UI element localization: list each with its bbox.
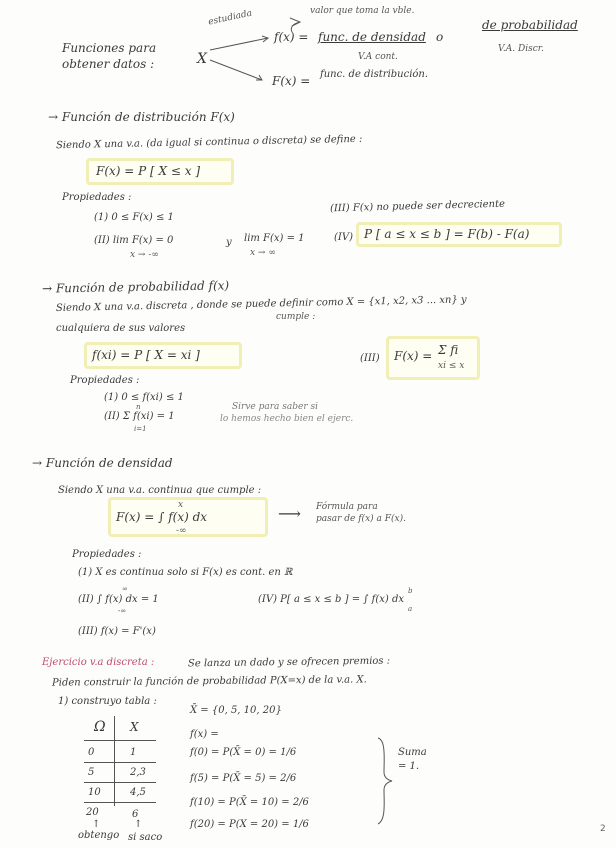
caption-obtengo: obtengo [78,830,120,841]
sec2-p3a: F(x) = [394,349,433,363]
sec3-formula-note2: pasar de f(x) a F(x). [316,514,406,524]
sec3-formula: F(x) = ∫ f(x) dx [116,510,208,524]
sec2-p2-note2: lo hemos hecho bien el ejerc. [220,414,354,424]
sec3-p4: (IV) P[ a ≤ x ≤ b ] = ∫ f(x) dx [258,594,405,605]
exercise-title: Ejercicio v.a discreta : [42,657,155,668]
sec2-p2-note1: Sirve para saber si [232,402,319,412]
sec1-p2b: lim F(x) = 1 [244,233,305,244]
sec2-p2-bot: i=1 [134,425,147,433]
exercise-suma2: = 1. [398,761,420,772]
sec2-p3-sub: xi ≤ x [438,361,465,371]
sec3-props: Propiedades : [72,549,142,560]
intro-x: X [197,51,207,67]
sec3-line1: Siendo X una v.a. continua que cumple : [58,485,262,496]
intro-distribucion: func. de distribución. [320,69,429,80]
sec1-formula: F(x) = P [ X ≤ x ] [96,164,201,178]
sec2-cumple: cumple : [276,312,316,322]
intro-densidad: func. de densidad [318,30,426,44]
sec1-p2b-sub: x → ∞ [250,248,276,258]
exercise-line1: Piden construir la función de probabilidad P(X=x) de la v.a. X. [51,674,367,689]
sec3-p2-top: ∞ [122,585,128,593]
sec3-formula-note1: Fórmula para [316,502,378,512]
sec3-arrow: ⟶ [278,504,301,523]
sec1-props: Propiedades : [62,192,132,203]
sec2-p3b: Σ fi [438,343,459,357]
sec1-p1: (1) 0 ≤ F(x) ≤ 1 [94,212,174,223]
sec1-p2: (II) lim F(x) = 0 [94,235,174,246]
under-arrow-right: ↑ [134,819,143,830]
table-header-omega: Ω [94,719,106,735]
sec3-p2-bot: -∞ [118,607,127,615]
table-cell: 1 [130,747,137,758]
intro-estudiada: estudiada [207,8,254,28]
exercise-f0: f(0) = P(X̄ = 0) = 1/6 [190,747,297,758]
table-cell: 4,5 [130,787,146,798]
exercise-f10: f(10) = P(X̄ = 10) = 2/6 [190,797,309,808]
intro-funciones: Funciones para [62,41,157,55]
intro-valor: valor que toma la vble. [310,6,415,16]
intro-va-cont: V.A cont. [358,52,398,62]
intro-fx: f(x) = [274,30,309,44]
sec3-upper: x [178,500,184,510]
sec3-lower: -∞ [176,526,187,536]
sec1-p2-sub: x → -∞ [130,250,159,260]
sec2-p2: (II) Σ f(xi) = 1 [104,411,175,422]
exercise-xset: X̄ = {0, 5, 10, 20} [190,705,282,716]
sec1-line1: Siendo X una v.a. (da igual si continua o discreta) se define : [55,133,363,152]
sec1-y: y [226,237,232,248]
sec2-title: → Función de probabilidad f(x) [41,278,230,296]
sec1-p4-label: (IV) [334,232,353,243]
intro-Fx: F(x) = [272,74,311,88]
page-number: 2 [600,824,606,834]
table-cell: 5 [88,767,95,778]
sec2-p1: (1) 0 ≤ f(xi) ≤ 1 [104,392,184,403]
sec1-p4: P [ a ≤ x ≤ b ] = F(b) - F(a) [364,227,530,241]
under-arrow-left: ↑ [92,819,101,830]
intro-o: o [436,30,444,44]
sec3-p4-top: b [408,587,413,595]
table-cell: 6 [132,809,139,820]
sec1-title: → Función de distribución F(x) [48,110,235,124]
exercise-step1: 1) construyo tabla : [58,696,157,707]
sec2-p3-label: (III) [360,353,380,364]
sec3-p4-bot: a [408,605,413,613]
intro-va-discr: V.A. Discr. [498,44,544,54]
table-header-x: X [130,720,139,734]
sec2-p2-top: n [136,403,141,411]
exercise-fx: f(x) = [190,729,219,740]
exercise-f5: f(5) = P(X̄ = 5) = 2/6 [190,773,297,784]
table-cell: 0 [88,747,95,758]
sec3-title: → Función de densidad [32,456,173,470]
table-cell: 10 [88,787,101,798]
sec2-props: Propiedades : [70,375,140,386]
intro-obtener: obtener datos : [62,57,155,71]
sec3-p1: (1) X es continua solo si F(x) es cont. en ℝ [78,567,293,578]
exercise-title-rest: Se lanza un dado y se ofrecen premios : [187,655,391,670]
intro-probabilidad: de probabilidad [482,18,578,32]
exercise-suma1: Suma [398,747,427,758]
table-cell: 2,3 [130,767,146,778]
caption-si-saco: si saco [128,832,163,843]
sec1-p3: (III) F(x) no puede ser decreciente [329,198,506,215]
sec3-p3: (III) f(x) = F'(x) [78,626,156,637]
sec2-line1: Siendo X una v.a. discreta , donde se puede definir como X = {x1, x2, x3 ... xn} y [55,294,467,314]
sec2-formula: f(xi) = P [ X = xi ] [92,348,200,362]
table-cell: 20 [86,807,99,818]
sec2-line2: cualquiera de sus valores [56,323,186,334]
exercise-f20: f(20) = P(X = 20) = 1/6 [190,819,309,830]
sec3-p2: (II) ∫ f(x) dx = 1 [78,594,159,605]
